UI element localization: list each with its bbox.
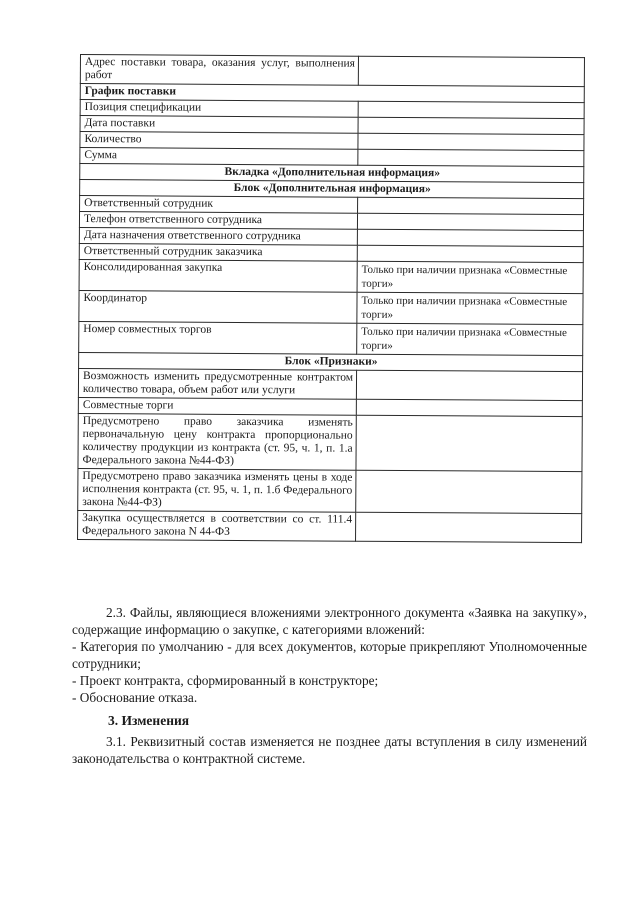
requisite-value-cell bbox=[357, 229, 583, 246]
requisite-label-cell: Дата поставки bbox=[80, 116, 358, 134]
requisite-value-cell bbox=[358, 149, 584, 166]
section-2-3 bbox=[72, 604, 587, 706]
requisite-label-cell: Предусмотрено право заказчика изменять цены в ходе исполнения контракта (ст. 95, ч. 1, п. 1.б Федерального закона №44-ФЗ) bbox=[78, 468, 356, 512]
requisite-label-cell: Совместные торги bbox=[78, 397, 356, 415]
requisite-value-cell bbox=[357, 213, 583, 230]
requisite-label-cell: Возможность изменить предусмотренные контрактом количество товара, объем работ или услуги bbox=[78, 368, 356, 399]
requisite-value-cell bbox=[356, 470, 582, 513]
requisite-value-cell bbox=[356, 399, 582, 416]
requisite-value-cell bbox=[356, 415, 582, 471]
table-row bbox=[80, 55, 584, 87]
requisite-label-cell: Адрес поставки товара, оказания услуг, выполнения работ bbox=[80, 55, 358, 86]
requisite-label-cell: Телефон ответственного сотрудника bbox=[79, 212, 357, 230]
requisite-label-cell: Номер совместных торгов bbox=[79, 321, 357, 354]
requisite-label-cell: Сумма bbox=[80, 148, 358, 166]
requisite-value-cell bbox=[356, 512, 582, 542]
table-row bbox=[79, 290, 583, 324]
table-block-header: Блок «Признаки» bbox=[79, 352, 583, 371]
requisite-label-cell: Ответственный сотрудник bbox=[80, 196, 358, 214]
table-row bbox=[79, 321, 583, 355]
requisite-label-cell: Дата назначения ответственного сотрудника bbox=[79, 227, 357, 245]
requisite-value-cell: Только при наличии признака «Совместные торги» bbox=[357, 292, 583, 324]
requisites-table bbox=[77, 54, 585, 543]
table-block-header: Вкладка «Дополнительная информация» bbox=[80, 164, 584, 183]
requisite-label-cell: Предусмотрено право заказчика изменять первоначальную цену контракта пропорционально количеству продукции из контракта (ст. 95, ч. 1, п. 1.а Федерального закона №44-ФЗ) bbox=[78, 413, 356, 470]
section-3 bbox=[72, 733, 587, 767]
table-subheader: График поставки bbox=[80, 84, 584, 103]
table-row bbox=[78, 510, 582, 542]
table-row bbox=[78, 468, 582, 513]
requisite-value-cell bbox=[358, 117, 584, 134]
table-row bbox=[78, 368, 582, 400]
requisite-value-cell bbox=[358, 56, 584, 86]
requisite-value-cell: Только при наличии признака «Совместные торги» bbox=[357, 261, 583, 293]
table-row bbox=[79, 259, 583, 293]
requisite-value-cell bbox=[358, 133, 584, 150]
requisite-value-cell bbox=[358, 101, 584, 118]
requisite-label-cell: Позиция спецификации bbox=[80, 100, 358, 118]
requisite-value-cell bbox=[357, 245, 583, 262]
requisite-value-cell bbox=[358, 197, 584, 214]
section-2-3-paragraph: 2.3. Файлы, являющиеся вложениями электронного документа «Заявка на закупку», содержащие информацию о закупке, с категориями вложений: bbox=[72, 605, 587, 637]
requisite-value-cell bbox=[356, 370, 582, 400]
table-block-header: Блок «Дополнительная информация» bbox=[80, 180, 584, 199]
section-3-1-paragraph: 3.1. Реквизитный состав изменяется не позднее даты вступления в силу изменений законодательства о контрактной системе. bbox=[72, 734, 587, 766]
attachment-category-item: - Проект контракта, сформированный в конструкторе; bbox=[72, 673, 379, 688]
section-3-heading: 3. Изменения bbox=[108, 713, 190, 728]
requisite-label-cell: Консолидированная закупка bbox=[79, 259, 357, 292]
requisite-label-cell: Координатор bbox=[79, 290, 357, 323]
attachment-category-item: - Обоснование отказа. bbox=[72, 690, 198, 705]
requisite-label-cell: Количество bbox=[80, 132, 358, 150]
requisite-value-cell: Только при наличии признака «Совместные торги» bbox=[357, 323, 583, 355]
table-row bbox=[78, 413, 582, 471]
requisite-label-cell: Закупка осуществляется в соответствии со ст. 111.4 Федерального закона N 44-ФЗ bbox=[78, 510, 356, 541]
requisite-label-cell: Ответственный сотрудник заказчика bbox=[79, 243, 357, 261]
attachment-category-item: - Категория по умолчанию - для всех документов, которые прикрепляют Уполномоченные сотрудники; bbox=[72, 639, 587, 671]
